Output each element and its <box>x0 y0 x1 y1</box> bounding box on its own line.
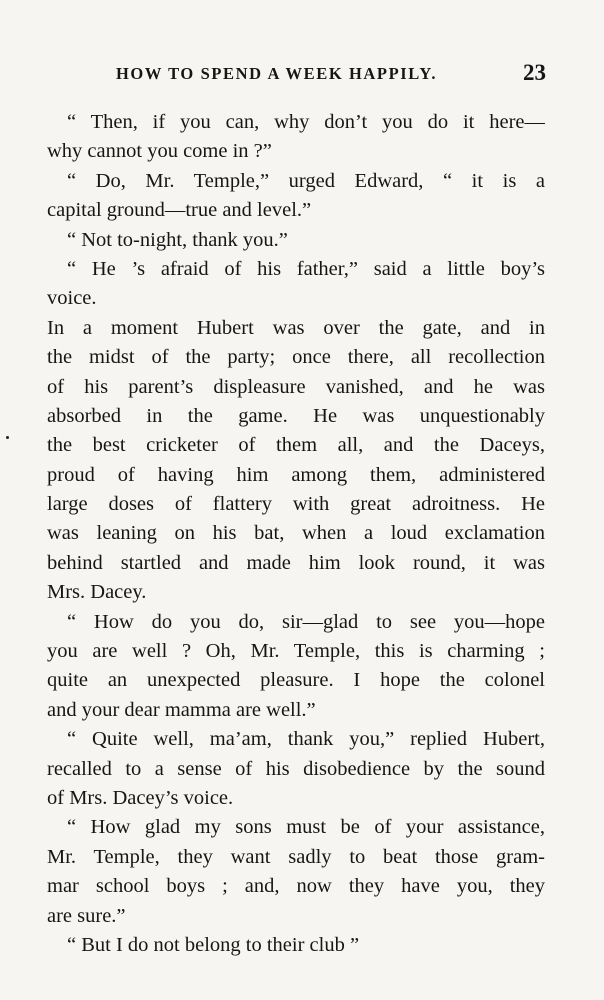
text-line: “ Quite well, ma’am, thank you,” replied Hubert, <box>67 728 545 751</box>
text-line: “ He ’s afraid of his father,” said a little boy’s <box>67 257 545 280</box>
text-line: quite an unexpected pleasure. I hope the colonel <box>47 669 545 692</box>
text-line: of Mrs. Dacey’s voice. <box>47 786 234 809</box>
margin-speck <box>6 436 9 439</box>
text-line: you are well ? Oh, Mr. Temple, this is charming ; <box>47 640 545 663</box>
text-line: “ But I do not belong to their club ” <box>67 933 360 956</box>
text-line: “ How do you do, sir—glad to see you—hope <box>67 610 545 633</box>
text-line: “ Then, if you can, why don’t you do it here— <box>67 111 545 133</box>
text-line: recalled to a sense of his disobedience by the sound <box>47 757 545 780</box>
text-line: In a moment Hubert was over the gate, and in <box>47 316 545 339</box>
text-line: was leaning on his bat, when a loud exclamation <box>47 522 545 545</box>
body-text <box>47 108 545 960</box>
text-line: behind startled and made him look round, it was <box>47 551 545 574</box>
text-line: Mrs. Dacey. <box>47 581 147 604</box>
text-line: the midst of the party; once there, all recollection <box>47 346 545 369</box>
text-line: mar school boys ; and, now they have you, they <box>47 875 545 898</box>
text-line: “ Do, Mr. Temple,” urged Edward, “ it is a <box>67 169 545 192</box>
text-line: “ How glad my sons must be of your assistance, <box>67 816 545 839</box>
text-line: absorbed in the game. He was unquestionably <box>47 404 545 427</box>
page-number: 23 <box>523 60 546 85</box>
text-line: of his parent’s displeasure vanished, and he was <box>47 375 545 398</box>
page-header <box>116 60 546 90</box>
text-line: capital ground—true and level.” <box>47 199 312 222</box>
text-line: large doses of flattery with great adroitness. He <box>47 493 545 516</box>
text-line: Mr. Temple, they want sadly to beat those gram- <box>47 845 545 868</box>
text-line: why cannot you come in ?” <box>47 140 272 163</box>
text-line: voice. <box>47 287 97 310</box>
text-line: and your dear mamma are well.” <box>47 698 316 721</box>
running-head: HOW TO SPEND A WEEK HAPPILY. <box>116 64 438 83</box>
text-line: the best cricketer of them all, and the Daceys, <box>47 434 545 457</box>
text-line: proud of having him among them, administered <box>47 463 545 486</box>
text-line: are sure.” <box>47 904 126 927</box>
text-line: “ Not to-night, thank you.” <box>67 228 288 251</box>
